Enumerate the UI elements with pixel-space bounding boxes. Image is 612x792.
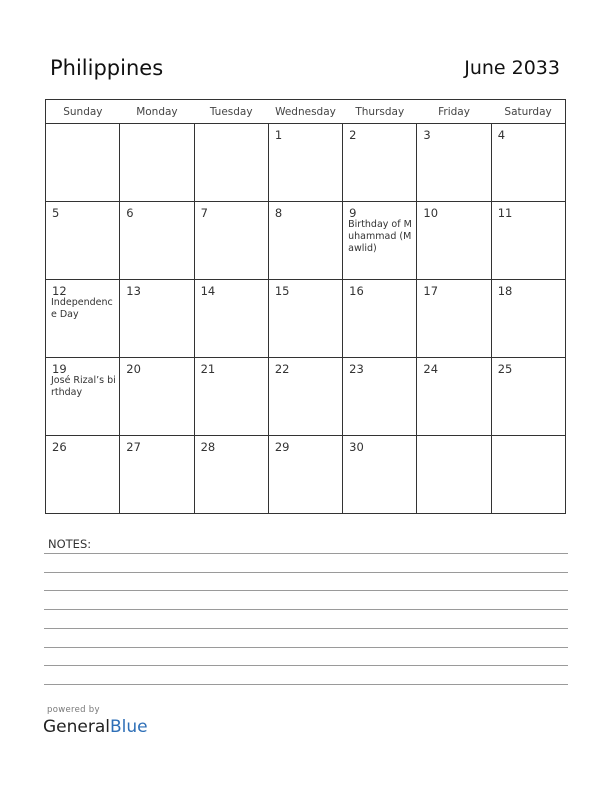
- day-cell: [343, 202, 417, 280]
- day-number: 9: [349, 206, 357, 220]
- holiday-label: Birthday of Muhammad (Mawlid): [348, 219, 412, 254]
- day-number: 11: [497, 206, 513, 220]
- logo-blue: Blue: [110, 717, 148, 737]
- weekday-wednesday: Wednesday: [268, 100, 342, 124]
- day-cell-content: [195, 124, 268, 201]
- day-cell-content: [195, 280, 268, 357]
- week-row: [46, 202, 566, 280]
- day-cell-content: [343, 358, 416, 435]
- day-cell: [194, 280, 268, 358]
- powered-by-text: powered by: [47, 705, 100, 715]
- holiday-label: Independence Day: [51, 297, 113, 320]
- generalblue-logo[interactable]: [43, 717, 148, 737]
- day-cell-content: [417, 124, 490, 201]
- day-cell-content: [417, 436, 490, 513]
- day-cell-content: [120, 436, 193, 513]
- month-year-title: June 2033: [464, 57, 560, 79]
- day-cell: [46, 358, 120, 436]
- day-number: 25: [497, 362, 513, 376]
- day-number: 30: [349, 440, 364, 454]
- day-number: 19: [52, 362, 67, 376]
- day-cell-content: [492, 124, 565, 201]
- day-cell: [46, 436, 120, 514]
- day-cell-content: [492, 358, 565, 435]
- day-cell: [417, 358, 491, 436]
- day-cell-content: [269, 436, 342, 513]
- weekday-thursday: Thursday: [343, 100, 417, 124]
- day-cell: [343, 280, 417, 358]
- day-cell-content: [343, 202, 416, 279]
- weekday-saturday: Saturday: [491, 100, 565, 124]
- day-cell-content: [343, 280, 416, 357]
- day-cell: [268, 202, 342, 280]
- day-cell-content: [269, 124, 342, 201]
- day-cell: [268, 358, 342, 436]
- day-number: 5: [52, 206, 60, 220]
- day-number: 24: [423, 362, 439, 376]
- day-number: 4: [497, 128, 506, 142]
- notes-line: [44, 684, 568, 685]
- day-cell-content: [46, 202, 119, 279]
- country-title: Philippines: [50, 56, 164, 80]
- day-cell: [417, 280, 491, 358]
- day-cell-content: [343, 436, 416, 513]
- day-cell-content: [46, 124, 119, 201]
- weekday-monday: Monday: [120, 100, 194, 124]
- day-cell-content: [120, 124, 193, 201]
- day-cell: [120, 358, 194, 436]
- day-cell: [491, 280, 565, 358]
- notes-line: [44, 628, 568, 629]
- notes-line: [44, 609, 568, 610]
- week-row: [46, 358, 566, 436]
- day-number: 18: [497, 284, 513, 298]
- day-cell-content: [120, 280, 193, 357]
- day-number: 13: [126, 284, 141, 298]
- day-number: 22: [274, 362, 290, 376]
- day-cell: [46, 280, 120, 358]
- day-number: 21: [200, 362, 216, 376]
- week-row: [46, 280, 566, 358]
- day-cell: [120, 124, 194, 202]
- notes-line: [44, 553, 568, 554]
- holiday-label: José Rizal’s birthday: [51, 375, 116, 398]
- day-number: 7: [200, 206, 208, 220]
- weekday-header-row: [46, 100, 566, 124]
- day-cell: [491, 202, 565, 280]
- day-number: 6: [126, 206, 134, 220]
- day-cell-content: [417, 358, 490, 435]
- day-cell: [491, 124, 565, 202]
- day-cell-content: [46, 358, 119, 435]
- day-cell-content: [492, 436, 565, 513]
- day-cell: [194, 358, 268, 436]
- day-cell: [417, 124, 491, 202]
- day-cell: [491, 358, 565, 436]
- day-cell: [343, 124, 417, 202]
- day-cell-content: [195, 436, 268, 513]
- day-cell: [268, 436, 342, 514]
- day-cell: [268, 124, 342, 202]
- day-cell-content: [492, 202, 565, 279]
- day-number: 2: [349, 128, 357, 142]
- day-cell-content: [195, 358, 268, 435]
- day-number: 1: [274, 128, 283, 142]
- day-cell-content: [343, 124, 416, 201]
- day-number: 10: [423, 206, 439, 220]
- notes-line: [44, 590, 568, 591]
- day-cell: [120, 280, 194, 358]
- day-cell-content: [492, 280, 565, 357]
- day-cell: [194, 436, 268, 514]
- day-number: 15: [274, 284, 290, 298]
- day-number: 29: [274, 440, 290, 454]
- day-cell: [194, 202, 268, 280]
- day-number: 16: [349, 284, 364, 298]
- day-cell-content: [46, 436, 119, 513]
- day-number: 12: [52, 284, 67, 298]
- day-cell: [268, 280, 342, 358]
- day-number: 27: [126, 440, 141, 454]
- day-cell: [417, 202, 491, 280]
- day-number: 23: [349, 362, 364, 376]
- notes-label: NOTES:: [48, 537, 92, 551]
- day-cell-content: [120, 358, 193, 435]
- day-number: 14: [200, 284, 216, 298]
- day-cell-content: [417, 280, 490, 357]
- notes-line: [44, 665, 568, 666]
- day-cell-content: [269, 280, 342, 357]
- day-number: 3: [423, 128, 431, 142]
- day-cell-content: [269, 358, 342, 435]
- day-cell: [417, 436, 491, 514]
- calendar-grid: [45, 99, 566, 514]
- day-cell-content: [417, 202, 490, 279]
- day-number: 17: [423, 284, 439, 298]
- day-cell: [46, 124, 120, 202]
- day-cell: [120, 202, 194, 280]
- day-cell: [491, 436, 565, 514]
- weekday-tuesday: Tuesday: [194, 100, 268, 124]
- day-cell: [343, 358, 417, 436]
- day-cell-content: [195, 202, 268, 279]
- weekday-sunday: Sunday: [46, 100, 120, 124]
- day-cell: [120, 436, 194, 514]
- logo-general: General: [43, 717, 110, 737]
- day-cell: [194, 124, 268, 202]
- day-cell: [46, 202, 120, 280]
- notes-line: [44, 572, 568, 573]
- notes-line: [44, 647, 568, 648]
- week-row: [46, 124, 566, 202]
- day-cell: [343, 436, 417, 514]
- week-row: [46, 436, 566, 514]
- weekday-friday: Friday: [417, 100, 491, 124]
- day-cell-content: [269, 202, 342, 279]
- day-number: 28: [200, 440, 216, 454]
- day-number: 8: [274, 206, 283, 220]
- day-cell-content: [46, 280, 119, 357]
- day-number: 20: [126, 362, 141, 376]
- day-number: 26: [52, 440, 67, 454]
- day-cell-content: [120, 202, 193, 279]
